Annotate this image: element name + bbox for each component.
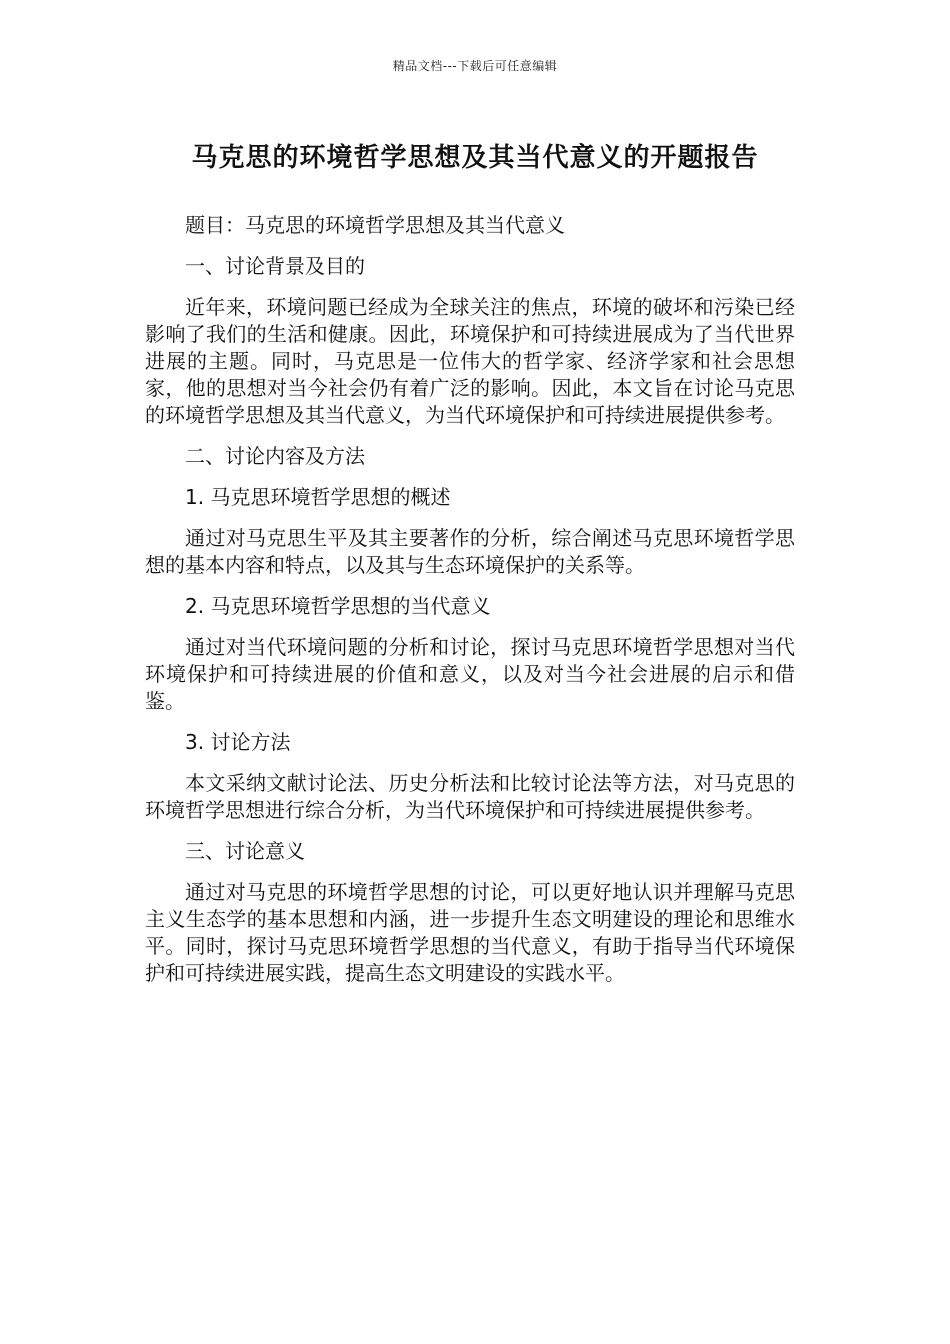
section-heading-significance: 三、讨论意义: [185, 839, 305, 863]
paragraph-overview: 通过对马克思生平及其主要著作的分析，综合阐述马克思环境哲学思想的基本内容和特点，以及其与生态环境保护的关系等。: [145, 526, 795, 577]
paragraph-significance: 通过对马克思的环境哲学思想的讨论，可以更好地认识并理解马克思主义生态学的基本思想和内涵，进一步提升生态文明建设的理论和思维水平。同时，探讨马克思环境哲学思想的当代意义，有助于指导当代环境保护和可持续进展实践，提高生态文明建设的实践水平。: [145, 880, 795, 985]
topic-line: 题目：马克思的环境哲学思想及其当代意义: [185, 213, 565, 237]
paragraph-method: 本文采纳文献讨论法、历史分析法和比较讨论法等方法，对马克思的环境哲学思想进行综合分析，为当代环境保护和可持续进展提供参考。: [145, 771, 795, 822]
subheading-method: 3. 讨论方法: [185, 730, 291, 754]
section-heading-content-method: 二、讨论内容及方法: [185, 444, 365, 468]
paragraph-background: 近年来，环境问题已经成为全球关注的焦点，环境的破坏和污染已经影响了我们的生活和健康。因此，环境保护和可持续进展成为了当代世界进展的主题。同时，马克思是一位伟大的哲学家、经济学家和社会思想家，他的思想对当今社会仍有着广泛的影响。因此，本文旨在讨论马克思的环境哲学思想及其当代意义，为当代环境保护和可持续进展提供参考。: [145, 295, 795, 427]
document-body: [145, 212, 795, 1001]
subheading-overview: 1. 马克思环境哲学思想的概述: [185, 485, 451, 509]
header-note: 精品文档---下载后可任意编辑: [392, 59, 558, 73]
section-heading-background: 一、讨论背景及目的: [185, 254, 365, 278]
subheading-contemporary-significance: 2. 马克思环境哲学思想的当代意义: [185, 594, 491, 618]
document-title: 马克思的环境哲学思想及其当代意义的开题报告: [191, 143, 759, 173]
paragraph-contemporary-significance: 通过对当代环境问题的分析和讨论，探讨马克思环境哲学思想对当代环境保护和可持续进展的价值和意义，以及对当今社会进展的启示和借鉴。: [145, 635, 795, 713]
